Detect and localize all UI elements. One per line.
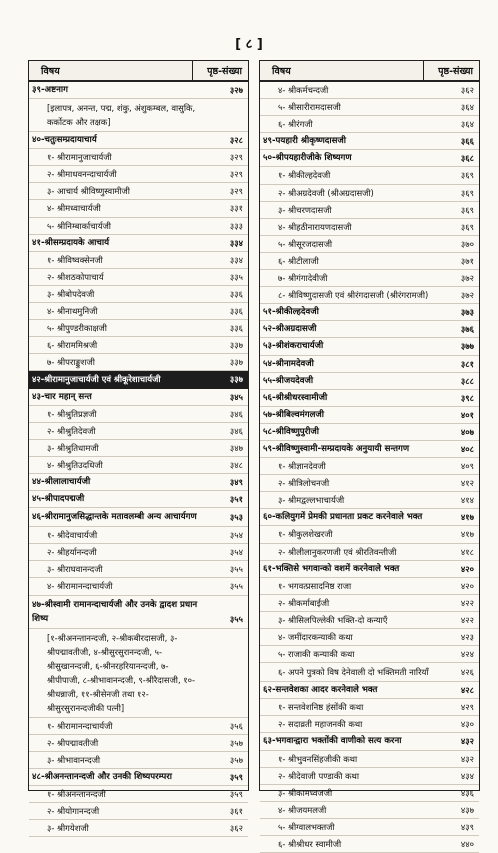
entry-title: १- श्रीकुलशेखरजी [278, 529, 333, 540]
entry-title: ८- श्रीविष्णुदासजी एवं श्रीरंगदासजी (श्रीरंगरामजी) [278, 290, 429, 301]
entry-page: ३३६ [229, 306, 243, 317]
entry-title: ४- श्रीमध्वाचार्यजी [47, 203, 101, 214]
header-subject: विषय [41, 66, 60, 77]
toc-entry [260, 338, 479, 355]
toc-entry [260, 663, 479, 682]
toc-entry [29, 544, 248, 561]
toc-entry [260, 768, 479, 785]
entry-page: ४०९ [460, 461, 474, 472]
toc-entry [260, 321, 479, 338]
toc-entry [29, 354, 248, 371]
entry-page: ४०७ [460, 426, 474, 437]
entry-title: ४९-पयहारी श्रीकृष्णदासजी [263, 136, 346, 147]
toc-entry [260, 99, 479, 116]
entry-title: ४०-चतुःसम्प्रदायाचार्य [32, 135, 97, 146]
entry-page: ३६२ [229, 823, 243, 834]
entry-title: ४४-श्रीलालाचार्यजी [32, 476, 91, 487]
entry-page: ३७२ [460, 273, 474, 284]
entry-title: ४- श्रीजयमलजी [278, 804, 327, 815]
toc-entry [260, 629, 479, 646]
entry-title: ३- आचार्य श्रीविष्णुस्वामीजी [47, 186, 130, 197]
toc-entry [260, 785, 479, 802]
entry-title: १- श्रीश्रुतिप्रज्ञजी [47, 408, 97, 419]
toc-entry [29, 320, 248, 337]
entry-page: ३२८ [229, 135, 243, 146]
entry-title: ५८-श्रीविष्णुपुरीजी [263, 426, 320, 437]
entry-page: ३५५ [229, 613, 243, 624]
entry-title: ५३-श्रीशंकराचार्यजी [263, 341, 324, 352]
column-header [29, 61, 248, 82]
entry-page: ४०१ [460, 409, 474, 420]
entry-page: ३७३ [460, 307, 474, 318]
entry-page: ४४० [460, 839, 474, 850]
entry-title: २- श्रीश्रुतिदेवजी [47, 425, 96, 436]
entry-page: ३४८ [229, 459, 243, 470]
toc-entry [29, 718, 248, 735]
toc-entry [260, 612, 479, 629]
entry-title: ४- श्रीश्रुतिउदधिजी [47, 459, 103, 470]
entry-title: ६- श्रीरंगजी [278, 119, 313, 130]
toc-entry [260, 509, 479, 526]
entry-title: ५७-श्रीबिल्वमंगलजी [263, 409, 325, 420]
column-header [260, 61, 479, 82]
entry-title: २- श्रीपद्मावतीजी [47, 737, 99, 748]
entry-title: १- श्रीरामानन्दाचार्यजी [47, 720, 113, 731]
toc-entry [260, 373, 479, 390]
entry-title: २- श्रीदेवाजी पण्डाकी कथा [278, 770, 360, 781]
toc-entry [29, 235, 248, 252]
entry-page: ३५६ [229, 720, 243, 731]
toc-entry [260, 458, 479, 475]
toc-entry [29, 457, 248, 474]
toc-entry [260, 304, 479, 321]
entry-page: ३६१ [229, 806, 243, 816]
toc-entry [260, 561, 479, 578]
entry-title: ६- श्रीश्रीधर स्वामीजी [278, 839, 342, 850]
entry-page: ३७१ [460, 255, 474, 266]
entry-page: ३४७ [229, 442, 243, 453]
toc-entry [260, 544, 479, 561]
toc-entry [29, 389, 248, 406]
toc-column-right [259, 60, 480, 850]
entry-page: ३५७ [229, 754, 243, 765]
entry-title: ५०-श्रीपयहारीजीके शिष्यगण [263, 153, 352, 164]
toc-entry [29, 786, 248, 803]
toc-entry [260, 578, 479, 595]
toc-entry [29, 820, 248, 837]
entry-title: १- सन्तवेशनिष्ठ हंसोंकी कथा [278, 702, 364, 713]
entry-page: ३३६ [229, 323, 243, 334]
entry-page: ३९८ [460, 392, 474, 403]
entry-page: ३४६ [229, 425, 243, 436]
entry-page: ४१२ [460, 478, 474, 489]
toc-entry [29, 406, 248, 423]
entry-title: ५- श्रीनिम्बार्काचार्यजी [47, 220, 111, 231]
toc-entry [29, 752, 248, 769]
entry-page: ४३९ [460, 821, 474, 832]
toc-entry [260, 716, 479, 733]
toc-entry [29, 596, 248, 629]
toc-entry [29, 629, 248, 718]
entry-title: १- श्रीभुवनसिंहजीकी कथा [278, 753, 358, 764]
entry-page: ३३७ [229, 357, 243, 368]
entry-page: ३६९ [460, 170, 474, 181]
entry-page: ३५५ [229, 564, 243, 575]
toc-entry [260, 133, 479, 150]
entry-page: ३३७ [229, 374, 243, 385]
entry-title: १- श्रीकील्हदेवजी [278, 170, 331, 181]
entry-title: ४३-चार महान् सन्त [32, 391, 92, 402]
toc-entry [260, 836, 479, 853]
entry-title: २- श्रीकर्माबाईजी [278, 597, 330, 608]
toc-entry [29, 491, 248, 508]
entry-title: २- श्रीहर्यानन्दजी [47, 547, 97, 558]
entry-title: ४१-श्रीसम्प्रदायके आचार्य [32, 237, 110, 248]
entry-page: ३२७ [229, 85, 243, 95]
entry-page: ३३३ [229, 220, 243, 231]
entry-title: ३- श्रीगयेशजी [47, 823, 89, 834]
toc-entry [260, 167, 479, 184]
entry-title: ६१-भक्तिसे भगवान्को वशमें करनेवाले भक्त [263, 563, 400, 574]
entry-title: [इलापत्र, अनन्त, पद्म, शंकु, अंशुकम्बल, वासुकि, कर्कोटक और तक्षक] [47, 103, 196, 128]
toc-entry [29, 527, 248, 544]
entry-title: ६३-भगवान्द्वारा भक्तोंकी वाणीको सत्य करना [263, 736, 402, 747]
toc-entry [260, 287, 479, 304]
entry-page: ४०८ [460, 443, 474, 454]
entry-page: ४१४ [460, 495, 474, 506]
entry-title: २- श्रीयोगानन्दजी [47, 806, 100, 816]
toc-entry [260, 699, 479, 716]
entry-title: ५१-श्रीकील्हदेवजी [263, 307, 319, 318]
entry-title: ५९-श्रीविष्णुस्वामी-सम्प्रदायके अनुयायी सन्तगण [263, 443, 410, 454]
entry-title: ५- श्रीपुण्डरीकाक्षजी [47, 323, 107, 334]
entry-title: ५२-श्रीअग्रदासजी [263, 324, 317, 335]
toc-column-left [28, 60, 249, 834]
entry-title: ५६-श्रीश्रीधरस्वामीजी [263, 392, 328, 403]
entry-page: ४२८ [460, 685, 474, 696]
toc-entry [29, 423, 248, 440]
toc-rows [260, 82, 479, 853]
toc-entry [29, 218, 248, 235]
entry-page: ३८८ [460, 375, 474, 386]
entry-title: ३- श्रीकामध्वजजी [278, 787, 333, 798]
toc-entry [260, 475, 479, 492]
entry-page: ४२० [460, 563, 474, 574]
entry-title: ६२-सन्तवेशका आदर करनेवाले भक्त [263, 685, 378, 696]
entry-title: ६- श्रीराममिश्रजी [47, 340, 98, 351]
entry-title: १- श्रीरामानुजाचार्यजी [47, 152, 112, 163]
entry-page: ३६४ [460, 102, 474, 113]
toc-entry [29, 166, 248, 183]
entry-title: १- भगवत्प्रसादनिष्ठ राजा [278, 580, 352, 591]
entry-title: ७- श्रीगंगादेवीजी [278, 273, 328, 284]
entry-title: ४६-श्रीरामानुजसिद्धान्तके मतावलम्बी अन्य आचार्यगण [32, 512, 197, 523]
entry-page: ४२२ [460, 614, 474, 625]
toc-entry [260, 185, 479, 202]
entry-page: ३६८ [460, 153, 474, 164]
toc-entry [260, 595, 479, 612]
toc-entry [29, 803, 248, 820]
toc-entry [29, 735, 248, 752]
entry-title: ३- श्रीभावानन्दजी [47, 754, 101, 765]
entry-page: ३७० [460, 238, 474, 249]
toc-entry [260, 407, 479, 424]
toc-entry [260, 356, 479, 373]
entry-title: ४५-श्रीपादपद्मजी [32, 494, 85, 505]
entry-page: ३४९ [229, 476, 243, 487]
entry-page: ३४६ [229, 408, 243, 419]
entry-title: ३- श्रीसिलपिल्लेकी भक्ति-दो कन्याएँ [278, 614, 388, 625]
entry-page: ४१७ [460, 529, 474, 540]
toc-entry [260, 802, 479, 819]
toc-entry [260, 424, 479, 441]
entry-title: १- श्रीदेवाचार्यजी [47, 530, 98, 541]
entry-title: ३- श्रीमद्वल्लभाचार्यजी [278, 495, 345, 506]
entry-title: ३९-अष्टनाग [32, 85, 68, 95]
toc-entry [29, 200, 248, 217]
entry-title: ४२-श्रीरामानुजाचार्यजी एवं श्रीकूरेशाचार्यजी [32, 374, 161, 385]
entry-page: ४२४ [460, 649, 474, 660]
toc-entry [29, 561, 248, 578]
toc-entry [29, 371, 248, 388]
entry-page: ३५४ [229, 547, 243, 558]
entry-title: १- श्रीअनन्तानन्दजी [47, 788, 106, 799]
toc-entry [260, 390, 479, 407]
entry-page: ४१७ [460, 512, 474, 523]
toc-entry [29, 149, 248, 166]
entry-title: २- श्रीलीलानुकरणजी एवं श्रीरतिवन्तीजी [278, 546, 397, 557]
entry-title: २- श्रीमाधवनन्दाचार्यजी [47, 169, 117, 180]
toc-entry [260, 751, 479, 768]
entry-page: ३५९ [229, 771, 243, 782]
toc-entry [29, 474, 248, 491]
entry-page: ३३७ [229, 340, 243, 351]
entry-page: ३५१ [229, 494, 243, 505]
entry-title: ५५-श्रीजयदेवजी [263, 375, 314, 386]
entry-title: ६०-कलियुगमें प्रेमकी प्रधानता प्रकट करनेवाले भक्त [263, 512, 423, 523]
entry-page: ४३६ [460, 787, 474, 798]
toc-rows [29, 82, 248, 837]
entry-title: ४- श्रीहठीनारायणदासजी [278, 221, 352, 232]
entry-page: ३२९ [229, 169, 243, 180]
entry-page: ४३२ [460, 736, 474, 747]
toc-entry [260, 202, 479, 219]
toc-entry [29, 508, 248, 527]
toc-entry [260, 150, 479, 167]
entry-page: ४२९ [460, 702, 474, 713]
entry-title: ४- श्रीरामानन्दाचार्यजी [47, 581, 113, 592]
entry-title: १- श्रीज्ञानदेवजी [278, 461, 326, 472]
entry-page: ४३७ [460, 804, 474, 815]
toc-entry [29, 99, 248, 132]
header-subject: विषय [272, 66, 291, 77]
entry-page: ३३४ [229, 254, 243, 265]
toc-entry [29, 769, 248, 786]
entry-page: ३३१ [229, 203, 243, 214]
entry-title: ३- श्रीश्रुतिधामजी [47, 442, 99, 453]
toc-entry [260, 219, 479, 236]
entry-page: ४२३ [460, 632, 474, 642]
entry-page: ३५७ [229, 737, 243, 748]
entry-title: २- श्रीशठकोपाचार्य [47, 271, 104, 282]
entry-title: ३- श्रीराघवानन्दजी [47, 564, 103, 575]
toc-entry [29, 252, 248, 269]
toc-entry [29, 183, 248, 200]
entry-title: [१-श्रीअनन्तानन्दजी, २-श्रीकबीरदासजी, ३-श्रीपद्मावतीजी, ४-श्रीसुरसुरानन्दजी, ५-श्रीसुखानन्दजी, ६-श्रीनरहरियानन्दजी, ७-श्रीपीपाजी, ८-श्रीभावानन्दजी, ९-श्रीरैदासजी, १०-श्रीधन्नाजी, ११-श्रीसेनजी तथा १२-श्रीसुरसुरानन्दजीकी पत्नी] [47, 632, 196, 713]
entry-page: ४३० [460, 719, 474, 730]
toc-entry [260, 441, 479, 458]
entry-page: ३५३ [229, 512, 243, 523]
entry-title: २- श्रीअग्रदेवजी (श्रीअग्रदासजी) [278, 187, 374, 198]
entry-page: ४२६ [460, 667, 474, 678]
toc-entry [29, 303, 248, 320]
toc-entry [260, 236, 479, 253]
entry-page: ३५९ [229, 788, 243, 799]
entry-title: ५- श्रीसारीरामदासजी [278, 102, 341, 113]
entry-title: ५- श्रीग्वालभक्तजी [278, 821, 335, 832]
entry-page: ३६६ [460, 136, 474, 147]
entry-page: ३६९ [460, 187, 474, 198]
entry-page: ४२० [460, 580, 474, 591]
entry-title: ५- श्रीसूरजदासजी [278, 238, 333, 249]
entry-page: ४३४ [460, 770, 474, 781]
toc-entry [29, 286, 248, 303]
toc-entry [260, 492, 479, 509]
entry-title: ३- श्रीचरणदासजी [278, 204, 332, 215]
toc-entry [29, 82, 248, 99]
entry-page: ३५५ [229, 581, 243, 592]
toc-entry [260, 116, 479, 133]
entry-page: ३४५ [229, 391, 243, 402]
toc-entry [29, 337, 248, 354]
entry-page: ३२९ [229, 186, 243, 197]
entry-page: ३८१ [460, 358, 474, 369]
entry-page: ३५४ [229, 530, 243, 541]
entry-title: १- श्रीविष्वक्सेनजी [47, 254, 103, 265]
entry-title: ४- श्रीकर्मचन्दजी [278, 85, 329, 95]
header-page: पृष्ठ-संख्या [207, 66, 242, 77]
entry-title: ५- राजाकी कन्याकी कथा [278, 649, 355, 660]
entry-page: ३७७ [460, 341, 474, 352]
toc-entry [260, 733, 479, 750]
toc-entry [260, 682, 479, 699]
entry-page: ३७६ [460, 324, 474, 335]
entry-title: ७- श्रीपराङ्कुशजी [47, 357, 95, 368]
entry-page: ४२२ [460, 597, 474, 608]
header-page: पृष्ठ-संख्या [438, 66, 473, 77]
entry-page: ३६४ [460, 119, 474, 130]
entry-title: २- सदाव्रती महाजनकी कथा [278, 719, 363, 730]
page-number: [ ८ ] [235, 37, 263, 52]
toc-entry [260, 253, 479, 270]
toc-entry [260, 646, 479, 663]
toc-entry [29, 440, 248, 457]
toc-entry [260, 270, 479, 287]
entry-title: ६- अपने पुत्रको विष देनेवाली दो भक्तिमती नारियाँ [278, 667, 429, 678]
toc-entry [260, 819, 479, 836]
entry-page: ३३५ [229, 271, 243, 282]
entry-page: ३६९ [460, 204, 474, 215]
entry-title: ३- श्रीबोपदेवजी [47, 288, 95, 299]
toc-entry [29, 132, 248, 149]
entry-page: ३६२ [460, 85, 474, 95]
toc-entry [260, 82, 479, 99]
entry-title: ४- जमींदारकन्याकी कथा [278, 632, 353, 642]
entry-page: ३७२ [460, 290, 474, 301]
entry-title: ६- श्रीटीलाजी [278, 255, 319, 266]
entry-page: ४१८ [460, 546, 474, 557]
entry-title: ४७-श्रीस्वामी रामानन्दाचार्यजी और उनके द्वादश प्रधान शिष्य [32, 599, 198, 624]
entry-page: ३३६ [229, 288, 243, 299]
toc-entry [260, 526, 479, 543]
entry-title: २- श्रीत्रिलोचनजी [278, 478, 330, 489]
entry-title: ४- श्रीनाथमुनिजी [47, 306, 98, 317]
entry-page: ३२९ [229, 152, 243, 163]
entry-title: ५४-श्रीनामदेवजी [263, 358, 314, 369]
entry-title: ४८-श्रीअनन्तानन्दजी और उनकी शिष्यपरम्परा [32, 771, 172, 782]
toc-entry [29, 269, 248, 286]
entry-page: ३३४ [229, 237, 243, 248]
entry-page: ४३२ [460, 753, 474, 764]
entry-page: ३६९ [460, 221, 474, 232]
toc-entry [29, 578, 248, 595]
